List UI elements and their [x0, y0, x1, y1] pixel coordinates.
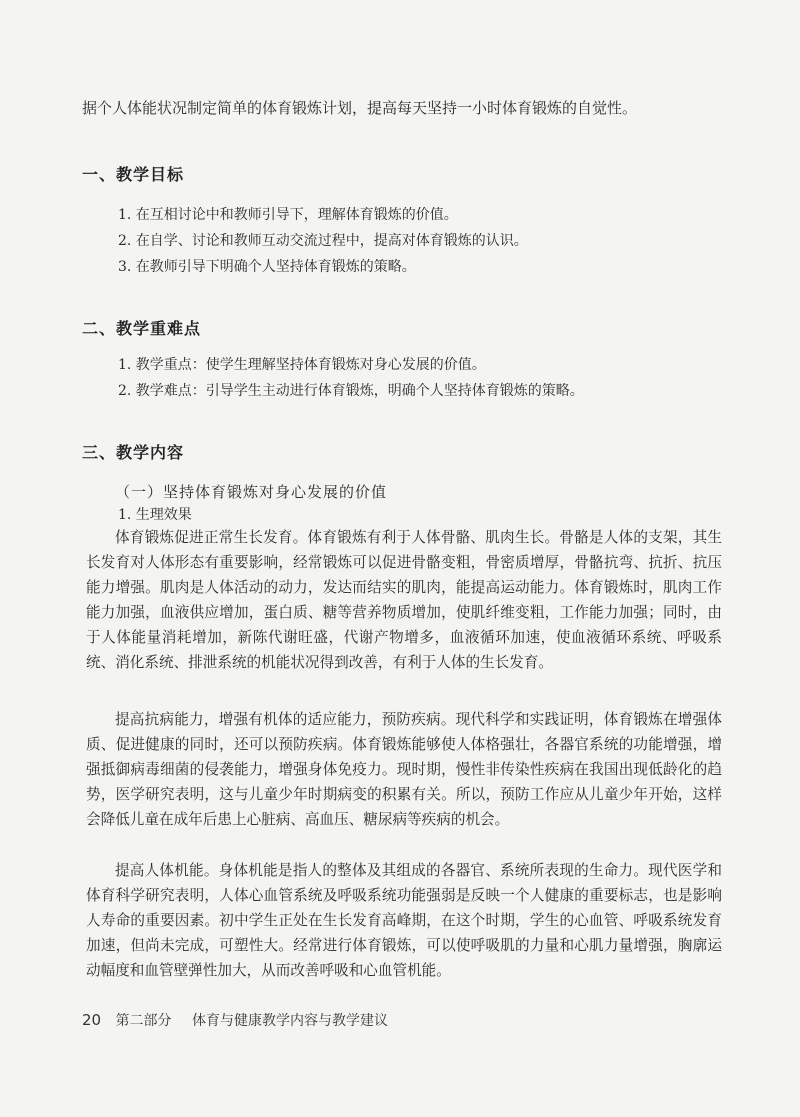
intro-line: 据个人体能状况制定简单的体育锻炼计划，提高每天坚持一小时体育锻炼的自觉性。 [82, 99, 638, 117]
heading-key-difficult-points: 二、教学重难点 [82, 319, 202, 338]
list-item: 1. 教学重点：使学生理解坚持体育锻炼对身心发展的价值。 [118, 357, 486, 373]
list-item: 2. 教学难点：引导学生主动进行体育锻炼，明确个人坚持体育锻炼的策略。 [118, 383, 584, 399]
page-footer [82, 1010, 388, 1030]
footer-title: 体育与健康教学内容与教学建议 [192, 1013, 388, 1029]
paragraph-growth: 体育锻炼促进正常生长发育。体育锻炼有利于人体骨骼、肌肉生长。骨骼是人体的支架，其生长发育对人体形态有重要影响，经常锻炼可以促进骨骼变粗，骨密质增厚，骨骼抗弯、抗折、抗压能力增强。肌肉是人体活动的动力，发达而结实的肌肉，能提高运动能力。体育锻炼时，肌肉工作能力加强，血液供应增加，蛋白质、糖等营养物质增加，使肌纤维变粗，工作能力加强；同时，由于人体能量消耗增加，新陈代谢旺盛，代谢产物增多，血液循环加速，使血液循环系统、呼吸系统、消化系统、排泄系统的机能状况得到改善，有利于人体的生长发育。 [86, 529, 722, 671]
page-number: 20 [82, 1011, 102, 1029]
teaching-goals-list [118, 202, 718, 280]
subsubheading-physiological-effects: 1. 生理效果 [118, 507, 192, 523]
heading-teaching-content: 三、教学内容 [82, 443, 185, 462]
list-item: 1. 在互相讨论中和教师引导下，理解体育锻炼的价值。 [118, 207, 458, 223]
paragraph-body-function: 提高人体机能。身体机能是指人的整体及其组成的各器官、系统所表现的生命力。现代医学和体育科学研究表明，人体心血管系统及呼吸系统功能强弱是反映一个人健康的重要标志，也是影响人寿命的重要因素。初中学生正处在生长发育高峰期，在这个时期，学生的心血管、呼吸系统发育加速，但尚未完成，可塑性大。经常进行体育锻炼，可以使呼吸肌的力量和心肌力量增强，胸廓运动幅度和血管壁弹性加大，从而改善呼吸和心血管机能。 [86, 862, 722, 979]
subheading-value-of-exercise: （一）坚持体育锻炼对身心发展的价值 [115, 483, 388, 501]
list-item: 3. 在教师引导下明确个人坚持体育锻炼的策略。 [118, 259, 416, 275]
paragraph-disease-prevention: 提高抗病能力，增强有机体的适应能力，预防疾病。现代科学和实践证明，体育锻炼在增强体质、促进健康的同时，还可以预防疾病。体育锻炼能够使人体格强壮，各器官系统的功能增强，增强抵御病毒细菌的侵袭能力，增强身体免疫力。现时期，慢性非传染性疾病在我国出现低龄化的趋势，医学研究表明，这与儿童少年时期病变的积累有关。所以，预防工作应从儿童少年开始，这样会降低儿童在成年后患上心脏病、高血压、糖尿病等疾病的机会。 [86, 711, 722, 828]
key-points-list [118, 352, 718, 404]
heading-teaching-goals: 一、教学目标 [82, 165, 185, 184]
list-item: 2. 在自学、讨论和教师互动交流过程中，提高对体育锻炼的认识。 [118, 233, 528, 249]
footer-part: 第二部分 [115, 1013, 172, 1029]
